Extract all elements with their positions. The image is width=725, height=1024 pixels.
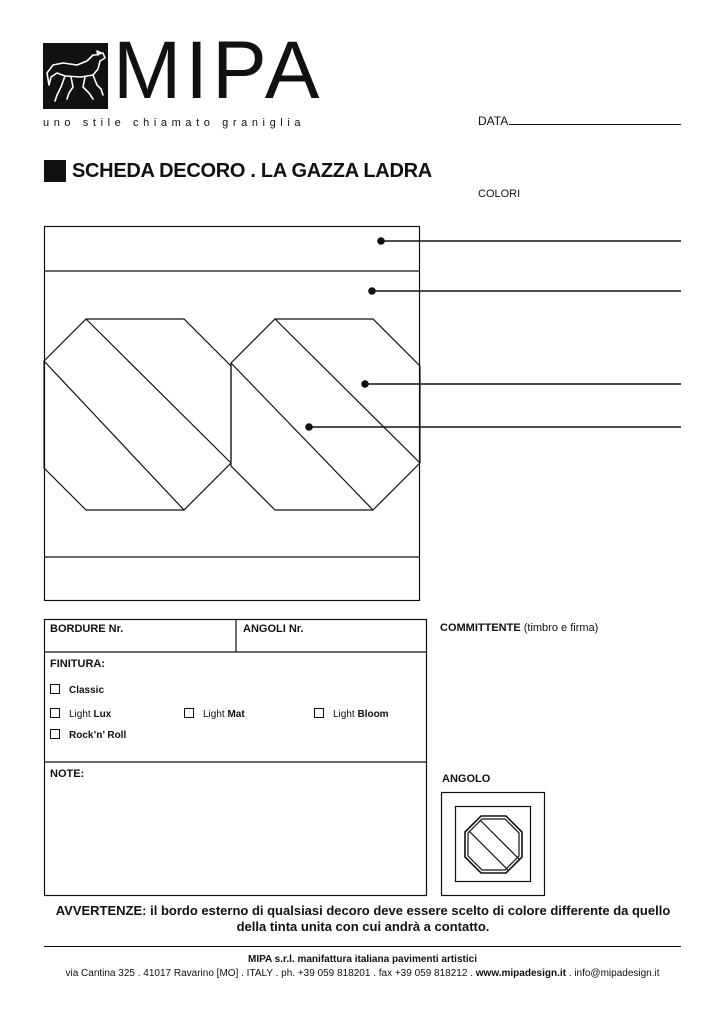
option-light-prefix: Light bbox=[333, 709, 355, 720]
brand-logo-text: MIPA bbox=[113, 25, 324, 116]
note-label: NOTE: bbox=[50, 768, 85, 780]
checkbox-classic[interactable] bbox=[50, 684, 60, 694]
option-mat-label: Mat bbox=[227, 709, 245, 720]
note-area[interactable] bbox=[46, 783, 424, 893]
checkbox-light-lux[interactable] bbox=[50, 708, 60, 718]
octagon-right bbox=[231, 319, 420, 510]
checkbox-light-bloom[interactable] bbox=[314, 708, 324, 718]
footer-divider bbox=[44, 946, 681, 947]
warning-body: il bordo esterno di qualsiasi decoro deve essere scelto di colore differente da quello della tinta unita con cui andrà a contatto. bbox=[150, 903, 671, 934]
option-classic-label: Classic bbox=[69, 685, 105, 696]
angoli-label: ANGOLI Nr. bbox=[243, 623, 304, 635]
bordure-label: BORDURE Nr. bbox=[50, 623, 124, 635]
stripe-left-b bbox=[44, 361, 184, 510]
octagon-left bbox=[44, 319, 231, 510]
checkbox-light-mat[interactable] bbox=[184, 708, 194, 718]
option-light-bloom[interactable] bbox=[314, 708, 389, 720]
option-bloom-label: Bloom bbox=[357, 709, 389, 720]
option-light-prefix: Light bbox=[203, 709, 225, 720]
warning-text bbox=[40, 903, 686, 935]
option-rocknroll-label: Rock’n’ Roll bbox=[69, 730, 127, 741]
committente-block bbox=[440, 622, 598, 634]
colori-label: COLORI bbox=[478, 188, 521, 200]
option-rocknroll[interactable] bbox=[50, 729, 126, 741]
option-light-mat[interactable] bbox=[184, 708, 245, 720]
angolo-diagram bbox=[440, 791, 548, 899]
angolo-label: ANGOLO bbox=[442, 773, 491, 785]
committente-label: COMMITTENTE bbox=[440, 622, 521, 634]
warning-prefix: AVVERTENZE: bbox=[55, 903, 147, 918]
stripe-right-a bbox=[275, 319, 420, 463]
committente-note: (timbro e firma) bbox=[523, 622, 599, 634]
footer-company: MIPA s.r.l. manifattura italiana pavimenti artistici bbox=[248, 954, 477, 965]
data-label: DATA bbox=[478, 114, 509, 128]
tile-outline bbox=[45, 227, 420, 601]
option-lux-label: Lux bbox=[93, 709, 112, 720]
finitura-label: FINITURA: bbox=[50, 658, 105, 670]
brand-tagline: uno stile chiamato graniglia bbox=[43, 117, 306, 129]
footer-contacts bbox=[44, 968, 681, 979]
checkbox-rocknroll[interactable] bbox=[50, 729, 60, 739]
option-classic[interactable] bbox=[50, 684, 104, 696]
stripe-left-a bbox=[86, 319, 231, 463]
page-title: SCHEDA DECORO . LA GAZZA LADRA bbox=[72, 160, 432, 182]
option-light-lux[interactable] bbox=[50, 708, 111, 720]
option-light-prefix: Light bbox=[69, 709, 91, 720]
footer-website-link[interactable]: www.mipadesign.it bbox=[475, 968, 566, 979]
footer-email-link[interactable]: info@mipadesign.it bbox=[574, 968, 660, 979]
footer-address: via Cantina 325 . 41017 Ravarino [MO] . ITALY . ph. +39 059 818201 . fax +39 059 818212 . bbox=[65, 968, 476, 979]
footer-separator: . bbox=[565, 968, 575, 979]
